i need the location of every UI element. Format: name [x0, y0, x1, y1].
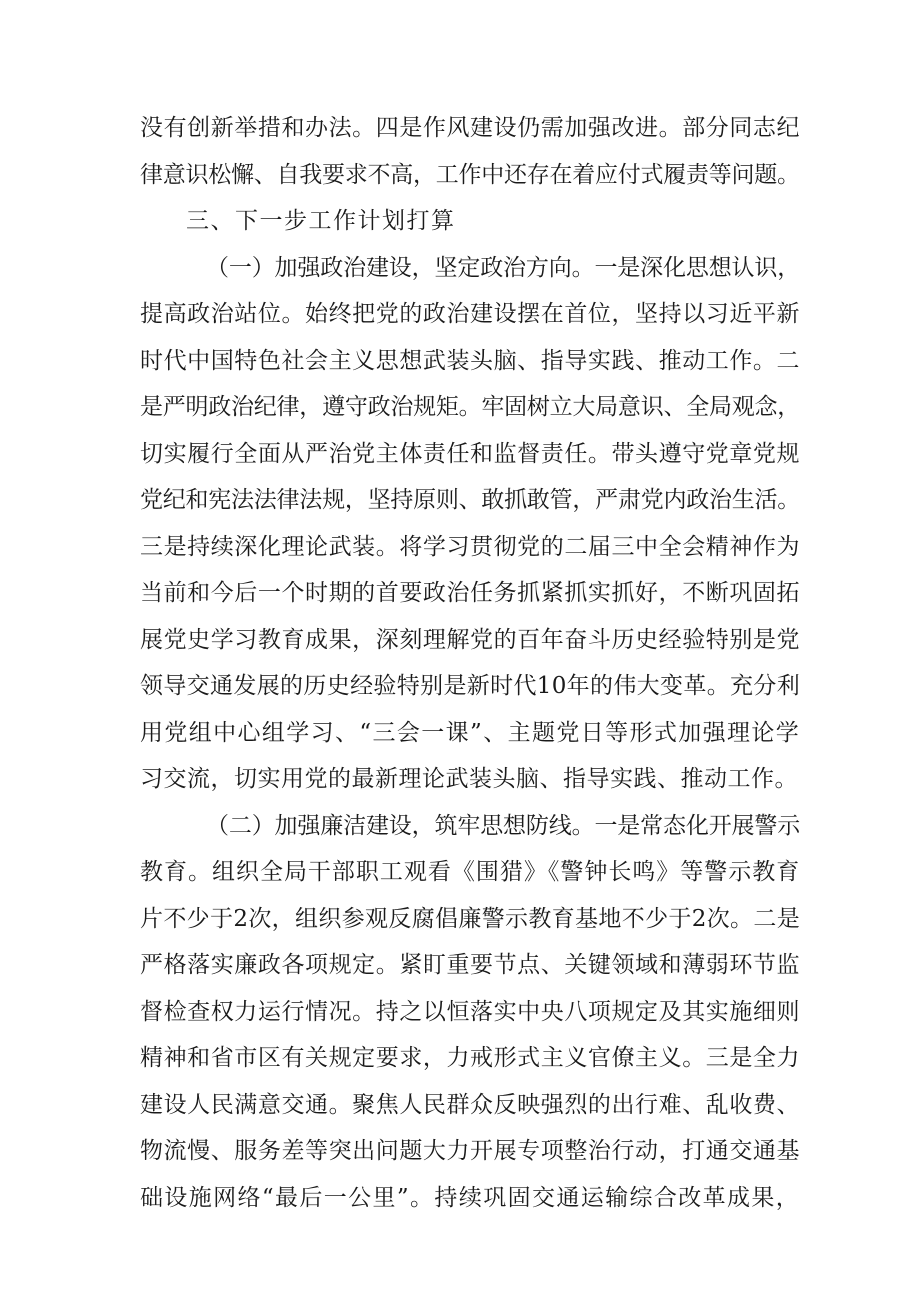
- body-text-line: 严格落实廉政各项规定。紧盯重要节点、关键领域和薄弱环节监: [140, 952, 800, 978]
- body-text-line: 物流慢、服务差等突出问题大力开展专项整治行动，打通交通基: [140, 1138, 800, 1164]
- section-heading: 三、下一步工作计划打算: [186, 208, 456, 234]
- subsection-heading-line: （一）加强政治建设，坚定政治方向。一是深化思想认识，: [206, 255, 800, 281]
- body-text-line: 督检查权力运行情况。持之以恒落实中央八项规定及其实施细则: [140, 999, 800, 1025]
- body-text-line: 律意识松懈、自我要求不高，工作中还存在着应付式履责等问题。: [140, 162, 800, 188]
- body-text-line: 时代中国特色社会主义思想武装头脑、指导实践、推动工作。二: [140, 348, 800, 374]
- body-text-line: 没有创新举措和办法。四是作风建设仍需加强改进。部分同志纪: [140, 115, 800, 141]
- body-text-line: 习交流，切实用党的最新理论武装头脑、指导实践、推动工作。: [140, 766, 798, 792]
- body-text-line: 党纪和宪法法律法规，坚持原则、敢抓敢管，严肃党内政治生活。: [140, 487, 800, 513]
- body-text-line: 是严明政治纪律，遵守政治规矩。牢固树立大局意识、全局观念，: [140, 394, 800, 420]
- body-text-line: 三是持续深化理论武装。将学习贯彻党的二届三中全会精神作为: [140, 534, 800, 560]
- body-text-line: 用党组中心组学习、“三会一课”、主题党日等形式加强理论学: [140, 720, 800, 746]
- body-text-line: 提高政治站位。始终把党的政治建设摆在首位，坚持以习近平新: [140, 301, 800, 327]
- body-text-line: 切实履行全面从严治党主体责任和监督责任。带头遵守党章党规: [140, 441, 800, 467]
- body-text-line: 片不少于2次，组织参观反腐倡廉警示教育基地不少于2次。二是: [140, 906, 800, 932]
- body-text-line: 展党史学习教育成果，深刻理解党的百年奋斗历史经验特别是党: [140, 627, 800, 653]
- body-text-line: 建设人民满意交通。聚焦人民群众反映强烈的出行难、乱收费、: [140, 1092, 800, 1118]
- body-text-line: 教育。组织全局干部职工观看《围猎》《警钟长鸣》等警示教育: [140, 859, 800, 885]
- body-text-line: 当前和今后一个时期的首要政治任务抓紧抓实抓好，不断巩固拓: [140, 580, 800, 606]
- body-text-line: 领导交通发展的历史经验特别是新时代10年的伟大变革。充分利: [140, 673, 800, 699]
- body-text-line: 础设施网络“最后一公里”。持续巩固交通运输综合改革成果，: [140, 1185, 800, 1211]
- subsection-heading-line: （二）加强廉洁建设，筑牢思想防线。一是常态化开展警示: [206, 813, 800, 839]
- body-text-line: 精神和省市区有关规定要求，力戒形式主义官僚主义。三是全力: [140, 1045, 800, 1071]
